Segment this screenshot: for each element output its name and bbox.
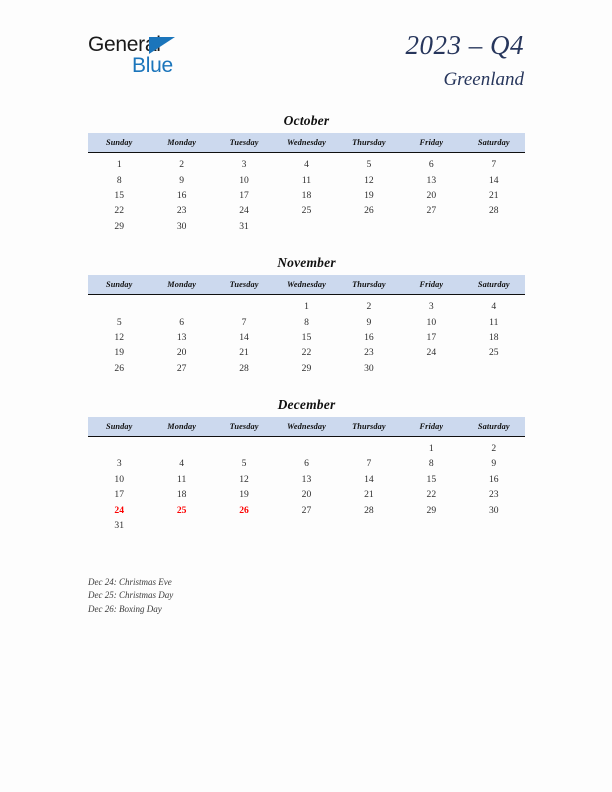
weekday-header-thursday: Thursday [338,417,400,437]
triangle-right-icon [149,37,175,54]
day-cell[interactable]: 28 [239,362,249,374]
week-row [88,219,525,234]
day-cell[interactable]: 26 [364,205,374,217]
day-cell[interactable]: 7 [241,316,247,328]
day-cell[interactable]: 21 [488,189,499,201]
day-cell-empty [463,361,525,376]
day-cell[interactable]: 16 [488,473,499,485]
day-cell-empty [275,219,337,234]
title-block [406,30,525,93]
weekday-header-wednesday: Wednesday [275,133,337,153]
month-block [88,255,525,376]
day-cell[interactable]: 24 [114,504,124,516]
day-cell[interactable]: 31 [239,220,249,232]
weekday-header-sunday: Sunday [88,133,150,153]
month-title: December [277,396,336,412]
general-blue-logo[interactable] [88,34,268,80]
day-cell-empty [338,518,400,533]
week-row [88,294,525,314]
day-cell[interactable]: 1 [428,443,434,455]
day-cell-empty [213,294,275,314]
day-cell[interactable]: 4 [179,458,185,470]
day-cell[interactable]: 25 [301,205,312,217]
day-cell[interactable]: 11 [489,316,499,328]
day-cell[interactable]: 8 [116,174,122,186]
day-cell[interactable]: 6 [304,458,309,470]
day-cell[interactable]: 13 [301,473,312,485]
legend-item: Dec 26: Boxing Day [88,603,162,614]
day-cell[interactable]: 26 [239,504,249,516]
week-row [88,502,525,517]
day-cell[interactable]: 9 [491,458,497,470]
page-header [0,0,612,110]
day-cell[interactable]: 15 [301,331,312,343]
day-cell[interactable]: 15 [114,189,124,201]
day-cell[interactable]: 30 [176,220,187,232]
day-cell[interactable]: 18 [301,189,312,201]
day-cell[interactable]: 20 [426,189,437,201]
day-cell[interactable]: 7 [366,458,372,470]
day-cell[interactable]: 25 [176,504,187,516]
day-cell-empty [213,518,275,533]
day-cell[interactable]: 3 [116,458,122,470]
weekday-header-tuesday: Tuesday [213,133,275,153]
day-cell[interactable]: 8 [428,458,434,470]
day-cell[interactable]: 2 [491,443,497,455]
day-cell[interactable]: 20 [176,347,187,359]
week-row [88,472,525,487]
quarter-calendars [88,113,525,554]
day-cell[interactable]: 21 [364,489,374,501]
week-row [88,203,525,218]
weekday-header-friday: Friday [400,275,462,295]
day-cell-empty [463,219,525,234]
day-cell[interactable]: 12 [239,473,249,485]
day-cell[interactable]: 25 [488,347,499,359]
day-cell[interactable]: 5 [116,316,122,328]
weekday-header-row [88,417,525,437]
day-cell[interactable]: 19 [114,347,124,359]
holiday-legend [88,576,418,616]
weekday-header-tuesday: Tuesday [213,417,275,437]
month-block [88,113,525,234]
legend-item: Dec 24: Christmas Eve [88,577,172,587]
day-cell[interactable]: 19 [364,189,374,201]
day-cell[interactable]: 12 [114,331,124,343]
week-row [88,361,525,376]
day-cell[interactable]: 4 [491,301,497,313]
week-row [88,487,525,502]
day-cell[interactable]: 22 [301,347,312,359]
day-cell[interactable]: 6 [179,316,185,328]
day-cell[interactable]: 30 [364,362,374,374]
weekday-header-sunday: Sunday [88,275,150,295]
day-cell[interactable]: 28 [488,205,499,217]
logo-text-general: General [88,33,161,56]
day-cell-empty [150,294,212,314]
day-cell[interactable]: 24 [239,205,249,217]
month-block [88,397,525,533]
day-cell[interactable]: 7 [491,159,497,171]
day-cell[interactable]: 1 [304,301,309,313]
week-row [88,330,525,345]
month-table [88,275,525,376]
day-cell[interactable]: 30 [488,504,499,516]
day-cell[interactable]: 8 [304,316,309,328]
day-cell[interactable]: 11 [177,473,187,485]
day-cell[interactable]: 17 [114,489,124,501]
day-cell[interactable]: 13 [176,331,187,343]
day-cell[interactable]: 26 [114,362,124,374]
day-cell[interactable]: 31 [114,520,124,532]
day-cell[interactable]: 27 [426,205,437,217]
day-cell[interactable]: 1 [116,159,122,171]
day-cell[interactable]: 20 [301,489,312,501]
day-cell[interactable]: 23 [488,489,499,501]
day-cell-empty [88,436,150,456]
month-title: October [283,113,330,128]
day-cell[interactable]: 28 [364,504,374,516]
day-cell-empty [338,436,400,456]
day-cell[interactable]: 9 [366,316,372,328]
day-cell-empty [150,436,212,456]
day-cell[interactable]: 13 [426,174,437,186]
day-cell[interactable]: 29 [426,504,437,516]
week-row [88,153,525,173]
weekday-header-friday: Friday [400,417,462,437]
day-cell[interactable]: 19 [239,489,249,501]
day-cell[interactable]: 5 [366,159,372,171]
weekday-header-friday: Friday [400,133,462,153]
day-cell[interactable]: 10 [114,473,124,485]
day-cell[interactable]: 22 [426,489,437,501]
day-cell-empty [213,436,275,456]
day-cell[interactable]: 17 [426,331,437,343]
day-cell[interactable]: 5 [241,458,247,470]
day-cell[interactable]: 16 [364,331,374,343]
day-cell[interactable]: 14 [239,331,249,343]
day-cell[interactable]: 11 [301,174,312,186]
day-cell[interactable]: 21 [239,347,249,359]
day-cell-empty [150,518,212,533]
weekday-header-saturday: Saturday [463,417,525,437]
weekday-header-wednesday: Wednesday [275,275,337,295]
day-cell[interactable]: 15 [426,473,437,485]
weekday-header-tuesday: Tuesday [213,275,275,295]
week-row [88,518,525,533]
day-cell-empty [400,219,462,234]
day-cell-empty [275,436,337,456]
week-row [88,436,525,456]
day-cell-empty [275,518,337,533]
day-cell[interactable]: 3 [241,159,247,171]
day-cell[interactable]: 6 [428,159,434,171]
month-title: November [277,254,336,270]
weekday-header-row [88,275,525,295]
weekday-header-thursday: Thursday [338,275,400,295]
day-cell[interactable]: 24 [426,347,437,359]
day-cell[interactable]: 23 [176,205,187,217]
week-row [88,314,525,329]
week-row [88,345,525,360]
week-row [88,188,525,203]
day-cell[interactable]: 18 [176,489,187,501]
weekday-header-monday: Monday [150,275,212,295]
day-cell[interactable]: 22 [114,205,124,217]
month-table [88,133,525,234]
day-cell[interactable]: 18 [488,331,499,343]
week-row [88,172,525,187]
month-table [88,417,525,533]
day-cell[interactable]: 4 [304,159,309,171]
weekday-header-sunday: Sunday [88,417,150,437]
logo-text-blue: Blue [132,54,173,77]
day-cell[interactable]: 9 [179,174,185,186]
day-cell[interactable]: 23 [364,347,374,359]
day-cell[interactable]: 10 [239,174,249,186]
day-cell[interactable]: 27 [176,362,187,374]
weekday-header-saturday: Saturday [463,275,525,295]
day-cell[interactable]: 14 [364,473,374,485]
day-cell[interactable]: 29 [301,362,312,374]
day-cell[interactable]: 2 [366,301,372,313]
day-cell[interactable]: 2 [179,159,185,171]
week-row [88,456,525,471]
day-cell[interactable]: 12 [364,174,374,186]
day-cell-empty [88,294,150,314]
day-cell[interactable]: 29 [114,220,124,232]
weekday-header-saturday: Saturday [463,133,525,153]
day-cell[interactable]: 10 [426,316,437,328]
day-cell[interactable]: 17 [239,189,249,201]
weekday-header-wednesday: Wednesday [275,417,337,437]
day-cell[interactable]: 14 [488,174,499,186]
day-cell-empty [400,361,462,376]
day-cell[interactable]: 3 [428,301,434,313]
day-cell[interactable]: 27 [301,504,312,516]
weekday-header-thursday: Thursday [338,133,400,153]
day-cell[interactable]: 16 [176,189,187,201]
weekday-header-monday: Monday [150,417,212,437]
legend-item: Dec 25: Christmas Day [88,590,174,601]
page-subtitle-country: Greenland [443,69,524,91]
day-cell-empty [463,518,525,533]
weekday-header-row [88,133,525,153]
page-title: 2023 – Q4 [405,30,524,60]
weekday-header-monday: Monday [150,133,212,153]
day-cell-empty [400,518,462,533]
day-cell-empty [338,219,400,234]
